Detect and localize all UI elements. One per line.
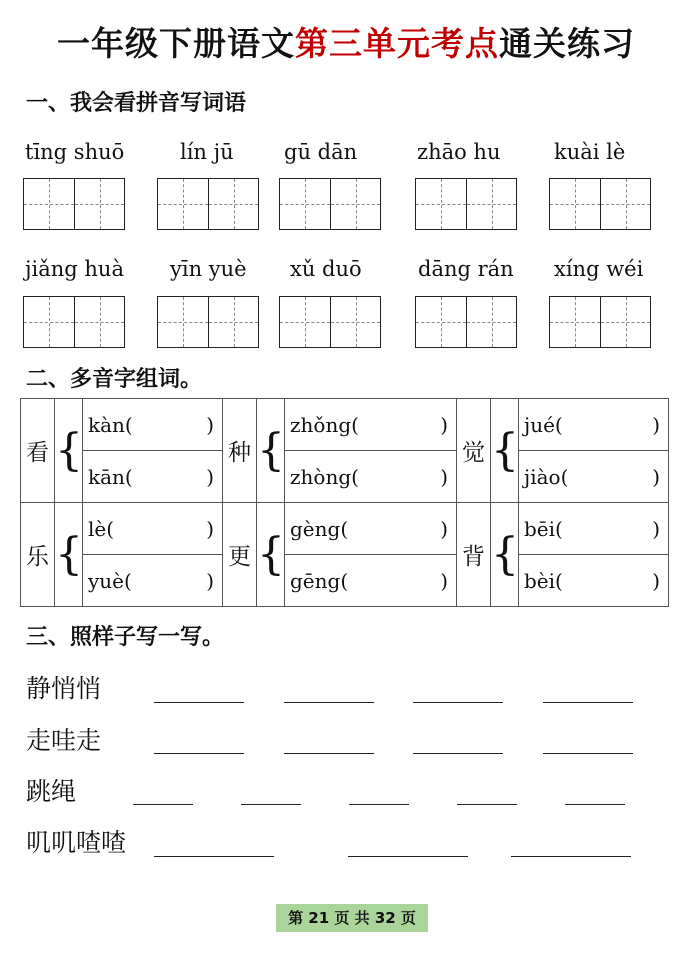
pinyin-blank[interactable]: jiào( ) <box>519 451 669 503</box>
pinyin-label: tīng shuō <box>25 140 125 164</box>
title-part-3: 通关练习 <box>499 24 635 63</box>
pinyin-label: jiǎng huà <box>25 257 124 281</box>
pinyin-blank[interactable]: zhǒng( ) <box>285 399 457 451</box>
answer-line[interactable] <box>413 702 503 703</box>
answer-line[interactable] <box>457 804 517 805</box>
answer-line[interactable] <box>133 804 193 805</box>
brace-symbol: { <box>257 399 285 503</box>
pinyin-label: yīn yuè <box>170 257 247 281</box>
polyphone-char: 觉 <box>457 399 491 503</box>
pinyin-label: zhāo hu <box>417 140 501 164</box>
brace-symbol: { <box>491 503 519 607</box>
polyphone-char: 背 <box>457 503 491 607</box>
answer-line[interactable] <box>154 702 244 703</box>
writing-grid[interactable] <box>415 296 517 348</box>
pinyin-label: xíng wéi <box>554 257 644 281</box>
writing-grid[interactable] <box>415 178 517 230</box>
writing-grid[interactable] <box>157 296 259 348</box>
answer-line[interactable] <box>241 804 301 805</box>
section-1-heading: 一、我会看拼音写词语 <box>26 91 247 116</box>
pinyin-blank[interactable]: jué( ) <box>519 399 669 451</box>
writing-grid[interactable] <box>279 178 381 230</box>
pinyin-blank[interactable]: kān( ) <box>83 451 223 503</box>
pinyin-blank[interactable]: gēng( ) <box>285 555 457 607</box>
brace-symbol: { <box>257 503 285 607</box>
pinyin-label: xǔ duō <box>290 257 362 281</box>
section-2-heading: 二、多音字组词。 <box>26 367 203 392</box>
title-part-2-highlight: 第三单元考点 <box>295 24 499 63</box>
example-word: 叽叽喳喳 <box>26 828 127 857</box>
polyphone-char: 更 <box>223 503 257 607</box>
polyphone-char: 看 <box>21 399 55 503</box>
page-title <box>0 18 692 65</box>
example-word: 跳绳 <box>26 777 77 806</box>
pinyin-label: gū dān <box>284 140 358 164</box>
pinyin-blank[interactable]: kàn( ) <box>83 399 223 451</box>
writing-grid[interactable] <box>549 178 651 230</box>
answer-line[interactable] <box>543 702 633 703</box>
title-part-1: 一年级下册语文 <box>57 24 295 63</box>
brace-symbol: { <box>491 399 519 503</box>
answer-line[interactable] <box>543 753 633 754</box>
answer-line[interactable] <box>154 753 244 754</box>
answer-line[interactable] <box>348 856 468 857</box>
pinyin-label: kuài lè <box>554 140 626 164</box>
pinyin-label: dāng rán <box>418 257 514 281</box>
writing-grid[interactable] <box>549 296 651 348</box>
pinyin-blank[interactable]: gèng( ) <box>285 503 457 555</box>
writing-grid[interactable] <box>23 178 125 230</box>
pinyin-label: lín jū <box>180 140 234 164</box>
answer-line[interactable] <box>565 804 625 805</box>
writing-grid[interactable] <box>23 296 125 348</box>
writing-grid[interactable] <box>157 178 259 230</box>
brace-symbol: { <box>55 503 83 607</box>
brace-symbol: { <box>55 399 83 503</box>
example-word: 走哇走 <box>26 726 102 755</box>
polyphone-char: 种 <box>223 399 257 503</box>
answer-line[interactable] <box>154 856 274 857</box>
answer-line[interactable] <box>349 804 409 805</box>
section-3-heading: 三、照样子写一写。 <box>26 625 225 650</box>
page-number-badge: 第 21 页 共 32 页 <box>276 904 428 932</box>
polyphone-table <box>20 398 669 607</box>
answer-line[interactable] <box>284 753 374 754</box>
polyphone-char: 乐 <box>21 503 55 607</box>
answer-line[interactable] <box>511 856 631 857</box>
pinyin-blank[interactable]: zhòng( ) <box>285 451 457 503</box>
writing-grid[interactable] <box>279 296 381 348</box>
pinyin-blank[interactable]: lè( ) <box>83 503 223 555</box>
pinyin-blank[interactable]: bēi( ) <box>519 503 669 555</box>
answer-line[interactable] <box>413 753 503 754</box>
pinyin-blank[interactable]: bèi( ) <box>519 555 669 607</box>
pinyin-blank[interactable]: yuè( ) <box>83 555 223 607</box>
answer-line[interactable] <box>284 702 374 703</box>
example-word: 静悄悄 <box>26 674 102 703</box>
